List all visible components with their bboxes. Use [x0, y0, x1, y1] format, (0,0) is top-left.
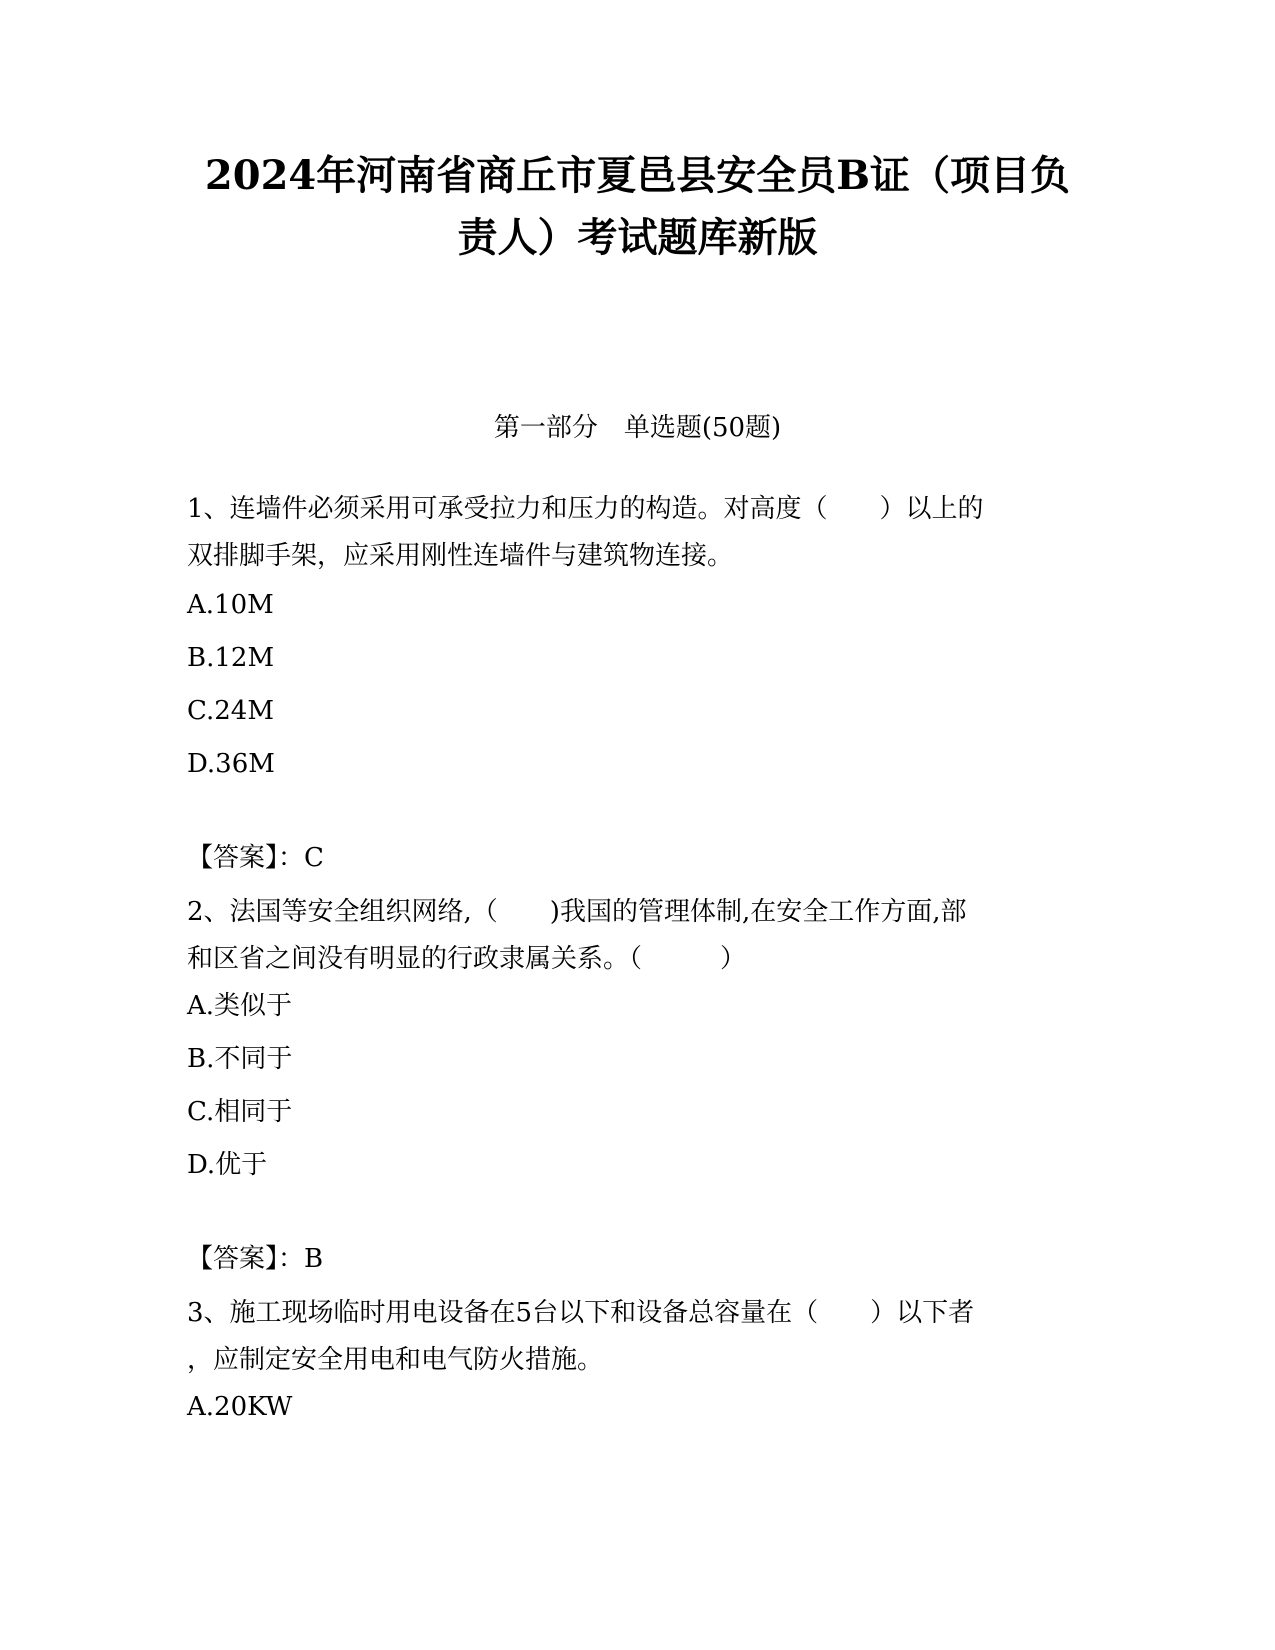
- question-2-stem: [187, 889, 1067, 983]
- question-3-line-1: 3、施工现场临时用电设备在5台以下和设备总容量在（ ）以下者: [187, 1298, 975, 1328]
- question-1-option-d: D.36M: [187, 749, 275, 779]
- question-2-line-2: 和区省之间没有明显的行政隶属关系。（ ）: [187, 944, 747, 974]
- question-3-line-2: ，应制定安全用电和电气防火措施。: [187, 1345, 604, 1375]
- question-2-option-c: C.相同于: [187, 1097, 293, 1127]
- question-1-line-2: 双排脚手架，应采用刚性连墙件与建筑物连接。: [187, 541, 734, 571]
- question-1-stem: [187, 486, 1067, 580]
- question-1-option-a: A.10M: [187, 590, 274, 620]
- question-1-line-1: 1、连墙件必须采用可承受拉力和压力的构造。对高度（ ）以上的: [187, 494, 984, 524]
- question-2-option-a: A.类似于: [187, 991, 293, 1021]
- question-3-stem: [187, 1290, 1067, 1384]
- question-3-option-a: A.20KW: [187, 1392, 293, 1422]
- question-2-answer: 【答案】：B: [187, 1244, 324, 1274]
- question-2-option-b: B.不同于: [187, 1044, 293, 1074]
- question-1-option-c: C.24M: [187, 696, 274, 726]
- question-2-option-d: D.优于: [187, 1150, 268, 1180]
- section-heading: 第一部分 单选题(50题): [493, 413, 782, 443]
- question-2-line-1: 2、法国等安全组织网络,（ )我国的管理体制,在安全工作方面,部: [187, 897, 967, 927]
- title-line-1: 2024年河南省商丘市夏邑县安全员B证（项目负: [204, 152, 1071, 199]
- document-title: [140, 145, 1135, 269]
- question-1-option-b: B.12M: [187, 643, 275, 673]
- title-line-2: 责人）考试题库新版: [457, 214, 818, 261]
- question-1-answer: 【答案】：C: [187, 843, 324, 873]
